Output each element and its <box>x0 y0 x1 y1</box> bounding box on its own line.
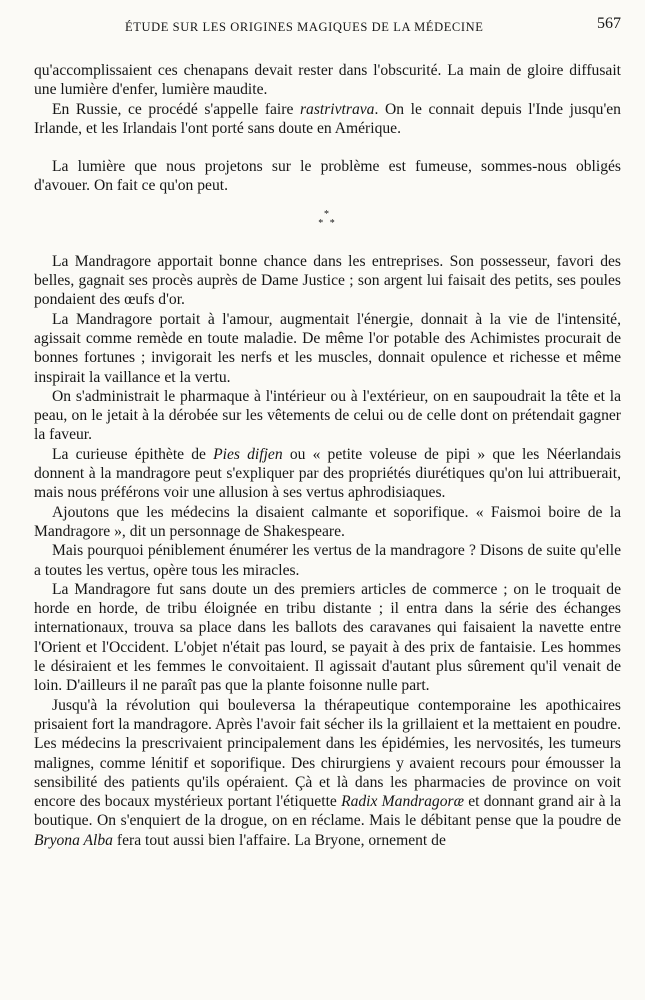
paragraph-apothicaires-part1: Jusqu'à la révolution qui bouleversa la thérapeutique contemporaine les apothicaires prisaient fort la mandragore. Après l'avoir fait sécher ils la grillaient et la mettaient en poudre. Les médecins la prescrivaient principalement dans les épidémies, les nervosités, les tumeurs malignes, comme lénitif et soporifique. Des chirurgiens y avaient recours pour émousser la sensibilité des patients qu'ils opéraient. Çà et là dans les pharmacies de province on voit encore des bocaux mystérieux portant l'étiquette <box>34 696 621 811</box>
paragraph-gap <box>34 138 621 157</box>
page-header <box>34 0 621 40</box>
paragraph-vertus: Mais pourquoi péniblement énumérer les vertus de la mandragore ? Disons de suite qu'elle a toutes les vertus, opère tous les miracles. <box>34 542 621 579</box>
paragraph-soporifique: Ajoutons que les médecins la disaient calmante et soporifique. « Faismoi boire de la Mandragore », dit un personnage de Shakespeare. <box>34 503 621 540</box>
paragraph-russie-part1: En Russie, ce procédé s'appelle faire <box>52 100 300 118</box>
radix-mandragorae-term: Radix Mandragoræ <box>341 793 464 811</box>
paragraph-epithete-part1: La curieuse épithète de <box>52 445 214 463</box>
body-text <box>34 61 621 850</box>
paragraph-commerce: La Mandragore fut sans doute un des premiers articles de commerce ; on le troquait de horde en horde, de tribu éloignée en tribu distante ; il entra dans la série des échanges internationaux, trouva sa place dans les ballots des caravanes qui faisaient la navette entre l'Orient et l'Occident. L'objet n'était pas lourd, se payait à des prix de fantaisie. Les hommes le désiraient et les femmes le convoitaient. Il agissait d'autant plus sûrement qu'il venait de loin. D'ailleurs il ne paraît pas que la plante foisonne nulle part. <box>34 580 621 695</box>
paragraph-amour: La Mandragore portait à l'amour, augmentait l'énergie, donnait à la vie de l'intensité, agissait comme remède en toute maladie. De même l'or potable des Achimistes procurait de bonnes fortunes ; invigorait les nerfs et les muscles, donnait opulence et richesse et même inspirait la vaillance et la vertu. <box>34 310 621 386</box>
paragraph-chance: La Mandragore apportait bonne chance dans les entreprises. Son possesseur, favori des belles, gagnait ses procès auprès de Dame Justice ; son argent lui faisait des petits, ses poules pondaient des œufs d'or. <box>34 252 621 309</box>
pies-difjen-term: Pies difjen <box>213 445 283 463</box>
paragraph-russie <box>34 100 621 139</box>
paragraph-apothicaires-part3: fera tout aussi bien l'affaire. La Bryone, ornement de <box>112 831 446 849</box>
rastrivtrava-term: rastrivtrava <box>299 100 375 118</box>
paragraph-lumiere: La lumière que nous projetons sur le problème est fumeuse, sommes-nous obligés d'avouer. On fait ce qu'on peut. <box>34 158 621 195</box>
ornament-bottom: * * <box>318 217 337 229</box>
paragraph-epithete-part2: ou « petite voleuse de pipi » que les Néerlandais donnent à la mandragore peut s'expliquer par des propriétés diurétiques qu'on lui attribuerait, mais nous préférons voir une allusion à ses vertus aphrodisiaques. <box>34 445 621 502</box>
paragraph-russie-part2: . On le connait depuis l'Inde jusqu'en Irlande, et les Irlandais l'ont porté sans doute en Amérique. <box>34 100 621 137</box>
section-ornament <box>34 210 621 228</box>
running-title: ÉTUDE SUR LES ORIGINES MAGIQUES DE LA MÉDECINE <box>125 20 484 34</box>
paragraph-apothicaires-part2: et donnant grand air à la boutique. On s'enquiert de la drogue, on en réclame. Mais le débitant pense que la poudre de <box>34 793 621 830</box>
ornament-top: * <box>324 208 331 220</box>
page-number: 567 <box>597 15 621 32</box>
paragraph-epithete <box>34 445 621 503</box>
paragraph-apothicaires <box>34 696 621 850</box>
paragraph-continuation: qu'accomplissaient ces chenapans devait rester dans l'obscurité. La main de gloire diffusait une lumière d'enfer, lumière maudite. <box>34 62 621 99</box>
paragraph-pharmaque: On s'administrait le pharmaque à l'intérieur ou à l'extérieur, on en saupoudrait la tête et la peau, on le jetait à la dérobée sur les vêtements de celui ou de celle dont on prétendait gagner la faveur. <box>34 387 621 444</box>
bryona-alba-term: Bryona Alba <box>34 831 113 849</box>
